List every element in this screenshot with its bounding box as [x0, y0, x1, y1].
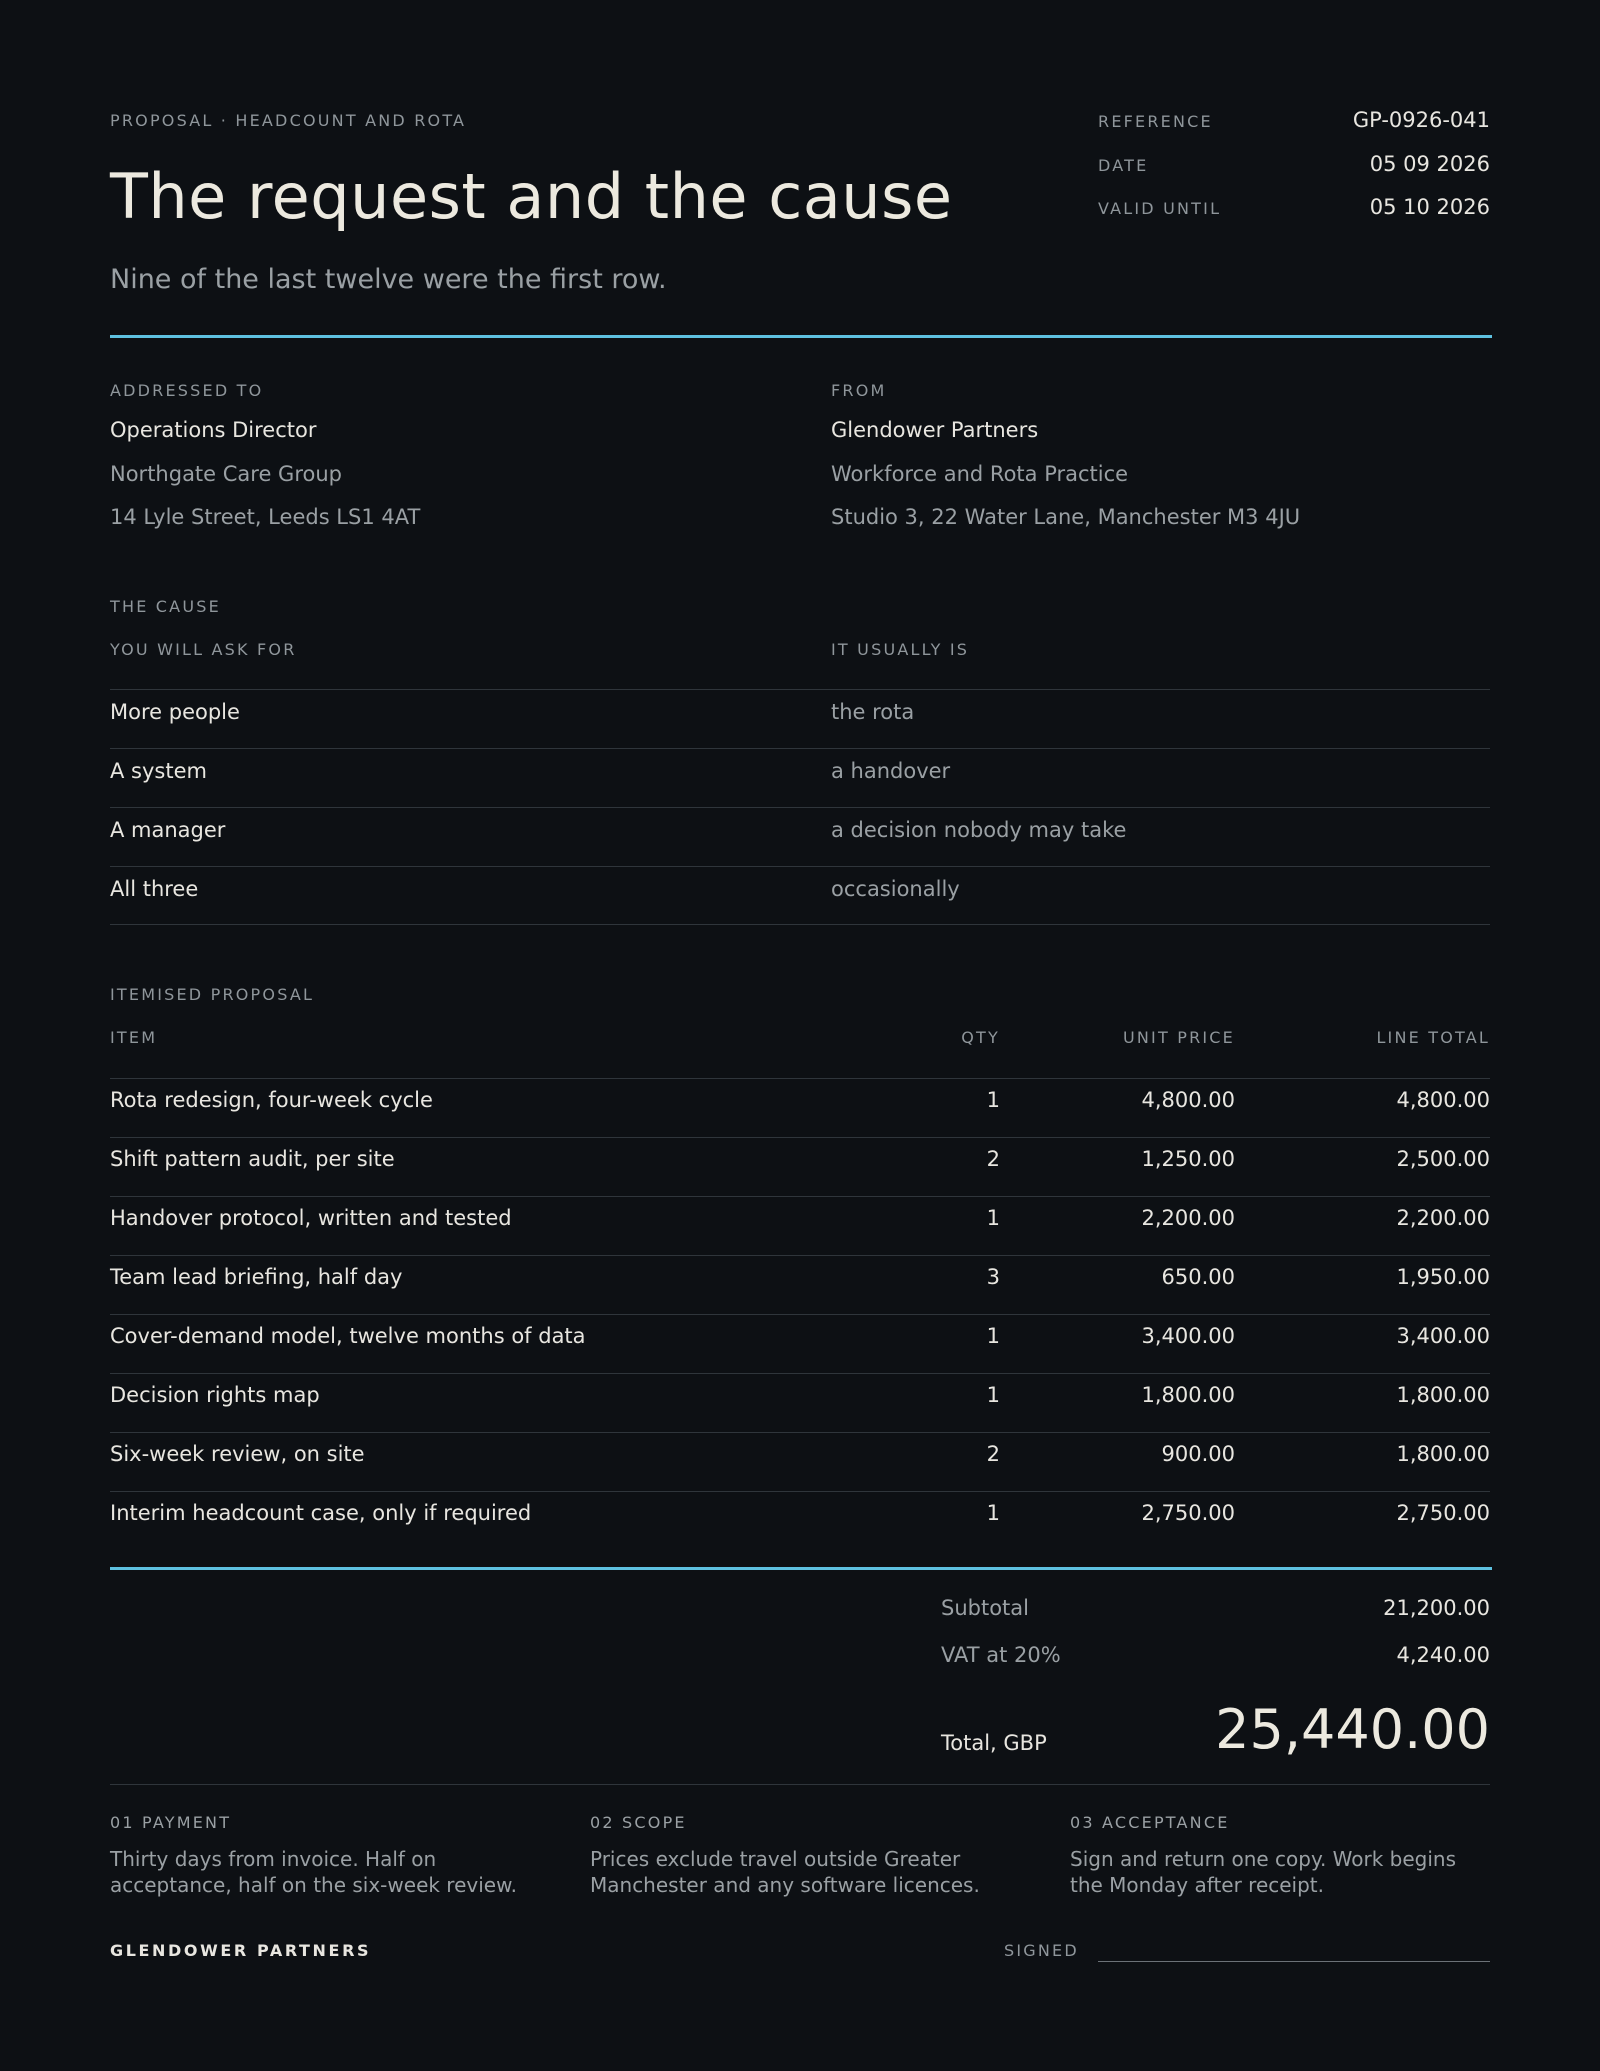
item-name: Handover protocol, written and tested: [110, 1206, 512, 1230]
header-item: ITEM: [110, 1028, 158, 1047]
footer-brand: GLENDOWER PARTNERS: [110, 1941, 372, 1960]
item-line-total: 2,500.00: [1396, 1147, 1490, 1171]
cause-table: [110, 689, 1490, 925]
meta-date: [1098, 152, 1490, 196]
header-qty: QTY: [961, 1028, 1000, 1047]
item-unit-price: 2,750.00: [1141, 1501, 1235, 1525]
subtotal-value: 21,200.00: [1383, 1596, 1490, 1620]
proposal-document: [110, 0, 1490, 2071]
item-unit-price: 900.00: [1161, 1442, 1235, 1466]
item-name: Rota redesign, four-week cycle: [110, 1088, 433, 1112]
cause-col2-header: IT USUALLY IS: [831, 640, 970, 659]
meta-label: VALID UNTIL: [1098, 199, 1222, 218]
grand-total-value: 25,440.00: [1215, 1698, 1490, 1761]
header-line-total: LINE TOTAL: [1376, 1028, 1490, 1047]
item-name: Team lead briefing, half day: [110, 1265, 403, 1289]
meta-valid-until: [1098, 195, 1490, 239]
subtotal-row: [941, 1596, 1490, 1643]
cause-ask: More people: [110, 700, 240, 724]
subtotal-label: Subtotal: [941, 1596, 1029, 1620]
term-label: 02 SCOPE: [590, 1813, 687, 1832]
term-acceptance: [1070, 1813, 1490, 1898]
table-row: [110, 1432, 1490, 1491]
vat-label: VAT at 20%: [941, 1643, 1061, 1667]
table-row: [110, 1373, 1490, 1432]
item-qty: 2: [986, 1147, 1000, 1171]
meta-value: 05 10 2026: [1369, 195, 1490, 219]
item-qty: 1: [986, 1206, 1000, 1230]
vat-row: [941, 1643, 1490, 1690]
proposal-table-header: [110, 1028, 1490, 1047]
terms-block: [110, 1813, 1490, 1898]
sender-address: Studio 3, 22 Water Lane, Manchester M3 4JU: [831, 505, 1301, 529]
item-name: Six-week review, on site: [110, 1442, 365, 1466]
item-name: Interim headcount case, only if required: [110, 1501, 532, 1525]
proposal-table: [110, 1078, 1490, 1550]
item-line-total: 3,400.00: [1396, 1324, 1490, 1348]
signature-line: [1098, 1961, 1490, 1962]
item-line-total: 4,800.00: [1396, 1088, 1490, 1112]
item-line-total: 1,800.00: [1396, 1383, 1490, 1407]
item-line-total: 2,750.00: [1396, 1501, 1490, 1525]
term-body: Thirty days from invoice. Half on acceptance, half on the six-week review.: [110, 1847, 517, 1897]
item-unit-price: 1,800.00: [1141, 1383, 1235, 1407]
item-name: Decision rights map: [110, 1383, 320, 1407]
totals-block: [941, 1596, 1490, 1690]
item-qty: 3: [986, 1265, 1000, 1289]
proposal-section-label: ITEMISED PROPOSAL: [110, 985, 315, 1004]
item-line-total: 2,200.00: [1396, 1206, 1490, 1230]
addressee-org: Northgate Care Group: [110, 461, 342, 486]
terms-divider: [110, 1784, 1490, 1785]
grand-total-label: Total, GBP: [941, 1731, 1047, 1755]
item-name: Cover-demand model, twelve months of data: [110, 1324, 586, 1348]
addressee-name: Operations Director: [110, 418, 317, 442]
totals-divider: [110, 1567, 1492, 1570]
item-name: Shift pattern audit, per site: [110, 1147, 395, 1171]
from-label: FROM: [831, 381, 887, 400]
table-row: [110, 1491, 1490, 1550]
term-scope: [590, 1813, 1070, 1898]
table-row: [110, 1255, 1490, 1314]
page-subtitle: Nine of the last twelve were the first row.: [110, 264, 667, 295]
table-row: [110, 1078, 1490, 1137]
meta-label: DATE: [1098, 155, 1149, 175]
term-label: 01 PAYMENT: [110, 1813, 232, 1832]
document-meta: [1098, 108, 1490, 239]
table-row: [110, 1314, 1490, 1373]
cause-reason: a handover: [831, 759, 951, 783]
cause-reason: the rota: [831, 700, 915, 724]
item-unit-price: 2,200.00: [1141, 1206, 1235, 1230]
cause-row: [110, 866, 1490, 925]
item-unit-price: 650.00: [1161, 1265, 1235, 1289]
sender-name: Glendower Partners: [831, 418, 1039, 442]
item-unit-price: 3,400.00: [1141, 1324, 1235, 1348]
item-qty: 1: [986, 1088, 1000, 1112]
item-unit-price: 4,800.00: [1141, 1088, 1235, 1112]
vat-value: 4,240.00: [1396, 1643, 1490, 1667]
item-qty: 2: [986, 1442, 1000, 1466]
item-line-total: 1,800.00: [1396, 1442, 1490, 1466]
table-row: [110, 1196, 1490, 1255]
cause-reason: a decision nobody may take: [831, 818, 1127, 842]
meta-reference: [1098, 108, 1490, 152]
cause-col1-header: YOU WILL ASK FOR: [110, 640, 297, 659]
grand-total-row: [941, 1697, 1490, 1761]
cause-reason: occasionally: [831, 877, 960, 901]
term-body: Prices exclude travel outside Greater Manchester and any software licences.: [590, 1847, 980, 1897]
page-title: The request and the cause: [110, 160, 953, 233]
signed-label: SIGNED: [1004, 1941, 1079, 1960]
from-block: [831, 381, 1300, 549]
addressed-to-block: [110, 381, 420, 549]
table-row: [110, 1137, 1490, 1196]
item-qty: 1: [986, 1501, 1000, 1525]
header-unit-price: UNIT PRICE: [1122, 1028, 1235, 1047]
item-unit-price: 1,250.00: [1141, 1147, 1235, 1171]
cause-row: [110, 748, 1490, 807]
cause-ask: A manager: [110, 818, 226, 842]
item-line-total: 1,950.00: [1396, 1265, 1490, 1289]
cause-row: [110, 689, 1490, 748]
item-qty: 1: [986, 1383, 1000, 1407]
item-qty: 1: [986, 1324, 1000, 1348]
term-payment: [110, 1813, 590, 1898]
cause-row: [110, 807, 1490, 866]
addressee-address: 14 Lyle Street, Leeds LS1 4AT: [110, 505, 421, 529]
header-divider: [110, 335, 1492, 338]
document-eyebrow: PROPOSAL · HEADCOUNT AND ROTA: [110, 111, 467, 130]
addressed-to-label: ADDRESSED TO: [110, 381, 264, 400]
meta-value: GP-0926-041: [1352, 108, 1490, 132]
term-label: 03 ACCEPTANCE: [1070, 1813, 1230, 1832]
term-body: Sign and return one copy. Work begins the Monday after receipt.: [1070, 1847, 1457, 1897]
cause-section-label: THE CAUSE: [110, 597, 221, 616]
cause-ask: A system: [110, 759, 207, 783]
sender-practice: Workforce and Rota Practice: [831, 461, 1129, 486]
cause-ask: All three: [110, 877, 199, 901]
meta-value: 05 09 2026: [1369, 151, 1490, 176]
meta-label: REFERENCE: [1098, 112, 1213, 131]
